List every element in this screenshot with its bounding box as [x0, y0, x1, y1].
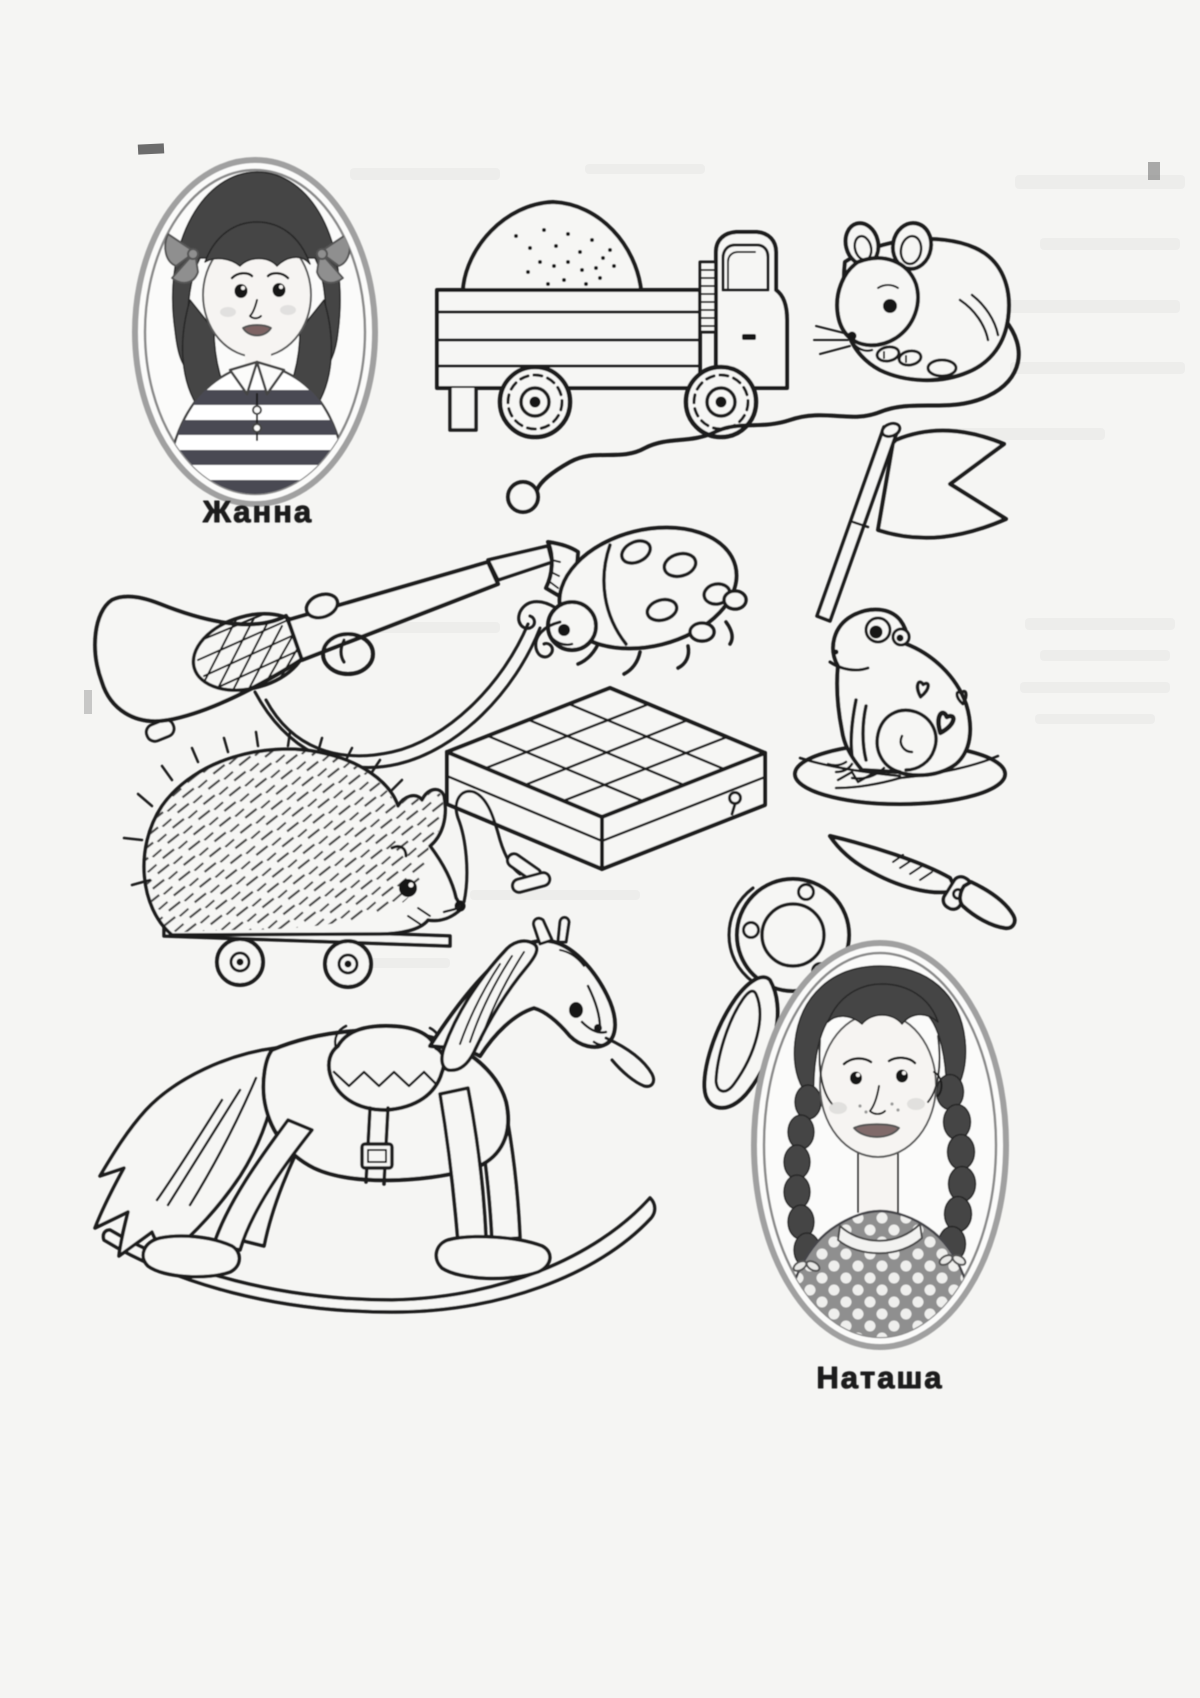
scan-artifact — [84, 690, 92, 714]
portrait-natasha-label: Наташа — [816, 1360, 944, 1395]
hedgehog-wheel — [217, 939, 263, 985]
portrait-natasha-drawing — [780, 966, 978, 1350]
horse-hoof-front — [436, 1237, 550, 1279]
mouse-head — [837, 258, 918, 345]
truck-step — [450, 388, 476, 430]
door-handle — [742, 334, 756, 340]
scan-artifact — [138, 143, 164, 154]
horse-saddle — [329, 1026, 444, 1110]
truck-wheel-rear — [500, 367, 570, 437]
portrait-zhanna-label: Жанна — [202, 494, 314, 529]
neck — [858, 1148, 898, 1218]
ladybug-eye — [558, 624, 570, 636]
truck-vent — [700, 262, 716, 332]
hedgehog-wheel — [325, 941, 371, 987]
horse-hoof-hind — [143, 1236, 239, 1277]
tail-ring — [508, 482, 538, 512]
scan-artifact — [1148, 162, 1160, 180]
rattle-ring-hole — [762, 904, 824, 966]
